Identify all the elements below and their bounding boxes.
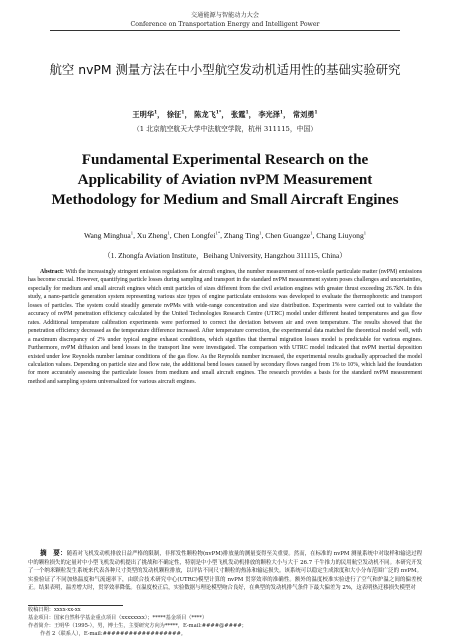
author-en: Zhang Ting xyxy=(223,231,260,240)
author-cn: 陈龙飞 xyxy=(194,110,216,119)
author-en-sup: 1* xyxy=(215,230,221,236)
footnote-received: 收稿日期：xxxx-xx-xx xyxy=(28,607,81,613)
author-en: Xu Zheng xyxy=(136,231,168,240)
affiliation-cn: （1 北京航空航天大学中法航空学院，杭州 311115，中国） xyxy=(132,125,318,133)
header-rule xyxy=(50,30,400,31)
author-cn-sup: 1* xyxy=(215,110,222,116)
abstract-cn-label: 摘 要： xyxy=(40,549,67,557)
author-en-sup: 1 xyxy=(310,230,313,236)
author-cn-sup: 1 xyxy=(245,110,249,116)
author-en-sup: 1 xyxy=(259,230,262,236)
title-cn: 航空 nvPM 测量方法在中小型航空发动机适用性的基础实验研究 xyxy=(49,62,401,77)
author-cn-sup: 1 xyxy=(314,110,318,116)
author-cn: 李光泽 xyxy=(258,110,280,119)
footnote-author2: 作者 2（联系人），E-mail:##################。 xyxy=(40,631,186,637)
author-cn: 常刘勇 xyxy=(292,110,315,119)
author-en-sup: 1 xyxy=(167,230,170,236)
conference-name-cn: 交通能源与智能动力大会 xyxy=(190,12,260,19)
footnotes xyxy=(28,606,422,638)
author-cn-sup: 1 xyxy=(153,110,158,116)
affiliation-en: （1. Zhongfa Aviation Institute，Beihang University, Hangzhou 311115, China） xyxy=(103,251,347,260)
author-en: Chen Guangze xyxy=(265,231,311,240)
abstract-en-text: With the increasingly stringent emission regulations for aircraft engines, the number measurement of non-volatile particulate matter (nvPM) emissions has become crucial. However, quantifying particle losses during sampling and transport in the standard nvPM measurement system poses challenges and uncertainties, especially for medium and small aircraft engines which emit particles of sizes different from the civil aviation engines with greater thrust exceeding 26.7kN. In this study, a nano-particle generation system representing various size types of engine particulate emissions was developed to evaluate the thermophoretic and transport losses of particles. The system could steadily generate nvPMs with wide-range concentration and size distribution. Experiments were carried out to validate the accuracy of nvPM penetration efficiency calculated by the United Technologies Research Centre (UTRC) model under different heated temperatures and gas flow rates. Additional temperature calibration experiments were performed to correct the deviation between air and oven temperature. The results showed that the penetration efficiency decreased as the temperature difference increased. After temperature correction, the experimental data matched the theoretical model well, with a maximum discrepancy of 2% under typical engine exhaust conditions, which signifies that thermal migration losses model is predictable for various engines. Furthermore, nvPM diffusion and bend losses in the transport line were investigated. The comparison with UTRC model indicated that nvPM inertial deposition existed under low Reynolds number laminar conditions of the gas flow. As the Reynolds number increased, the experimental results gradually approached the model calculation values. Depending on particle size and flow rate, the additional bend losses caused by secondary flows ranged from 1% to 10%, which laid the foundation for more accurately assessing the particulate losses from medium and small aircraft engines. The research provides a basis for the standard nvPM measurement method and sampling system universalized for various aircraft engines. xyxy=(28,269,422,385)
authors-en: Wang Minghua$^1$, Xu Zheng$^1$, Chen Longfei$^{1*}$, Zhang Ting$^1$, Chen Guangze$^1$, Chang Liuyong$^1$ xyxy=(83,230,367,240)
author-en: Wang Minghua xyxy=(83,231,131,240)
author-cn-sup: 1 xyxy=(181,110,185,116)
abstract-cn-text: 随着对飞机发动机排放日益严格的限制，非挥发性颗粒物(nvPM)排放量的测量变得至关重要。然而，在标准的 nvPM 测量系统中对取样和输送过程中的颗粒损失的定量对中小型飞机发动机提出了挑战和不确定性，特别是中小型飞机发动机排放的颗粒大小与大于 26.7 千牛推力的民用航空发动机不同。本研究开发了一个纳米颗粒发生系统来代表各种尺寸类型的发动机颗粒排放，以评估不同尺寸颗粒的热泳和输运损失。该系统可以稳定生成浓度和大小分布范围广泛的 nvPM。实验验证了不同加热温度和气流速率下，由联合技术研究中心(UTRC)模型计算的 nvPM 贯穿效率的准确性。额外的温度校准实验进行了空气和炉温之间的偏差校正。结果表明，温差增大时，贯穿效率降低。在温度校正后，实验数据与理论模型吻合良好，在典型的发动机排气条件下最大偏差为 2%，这表明热迁移损失模型对 xyxy=(28,551,422,592)
abstract-en xyxy=(28,268,422,386)
author-en: Chang Liuyong xyxy=(316,231,364,240)
author-cn: 徐征 xyxy=(166,110,182,119)
author-en-sup: 1 xyxy=(363,230,367,236)
author-cn: 张霆 xyxy=(231,110,246,119)
footnote-author1: 作者简介：王明华（1995-），男，博士生，主要研究方向为*****，E-mail:####@####； xyxy=(28,623,247,629)
conference-header xyxy=(0,11,450,29)
abstract-cn xyxy=(28,549,422,593)
author-cn: 王明华 xyxy=(132,110,154,119)
abstract-en-label: Abstract: xyxy=(40,269,64,275)
author-en-sup: 1 xyxy=(130,230,134,236)
authors-cn: 王明华$^1$， 徐征$^1$， 陈龙飞$^{1*}$， 张霆$^1$， 李光泽$^1$， 常刘勇$^1$ xyxy=(132,110,318,119)
conference-name-en: Conference on Transportation Energy and Intelligent Power xyxy=(130,21,320,28)
author-cn-sup: 1 xyxy=(279,110,284,116)
title-en: Fundamental Experimental Research on the Applicability of Aviation nvPM Measurement Methodology for Medium and Small Aircraft Engines xyxy=(51,151,399,208)
footnote-fund: 基金项目：国家自然科学基金重点项目（xxxxxxxx）；*****基金项目（****） xyxy=(28,615,208,621)
author-en: Chen Longfei xyxy=(173,231,216,240)
